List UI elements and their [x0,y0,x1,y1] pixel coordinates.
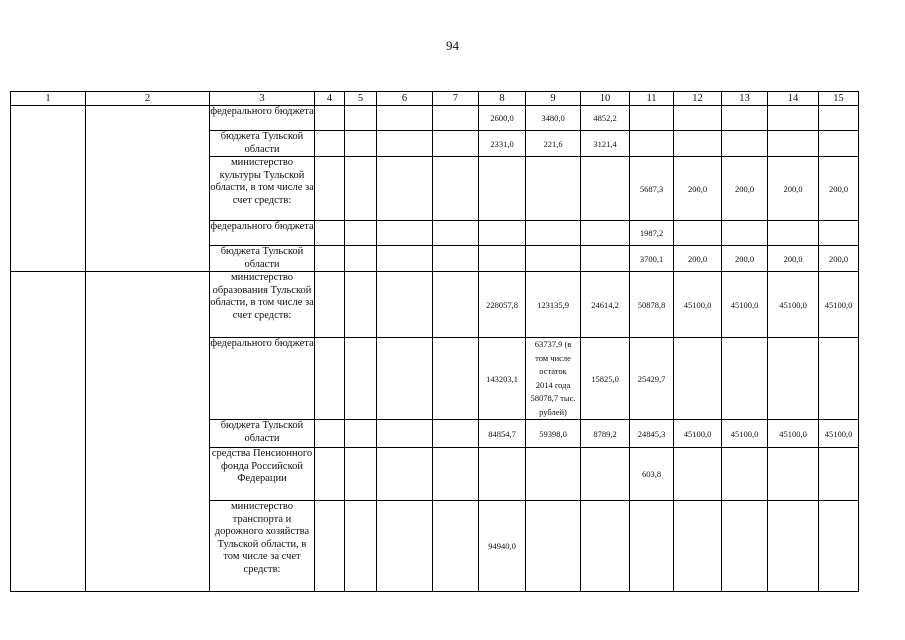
value-cell: 603,8 [630,448,674,501]
table-cell [377,131,433,157]
value-cell [768,221,819,246]
table-cell [345,420,377,448]
value-cell: 45100,0 [819,272,859,338]
value-cell: 221,6 [526,131,581,157]
table-cell [86,106,210,272]
table-cell [433,106,479,131]
funding-source-label: министерство культуры Тульской области, в том числе за счет средств: [210,157,315,221]
table-cell [345,448,377,501]
table-cell [377,420,433,448]
value-cell [479,448,526,501]
funding-source-label: федерального бюджета [210,106,315,131]
column-header: 11 [630,92,674,106]
value-cell [819,448,859,501]
column-header: 3 [210,92,315,106]
table-cell [315,221,345,246]
column-header: 12 [674,92,722,106]
value-cell [581,246,630,272]
value-cell [722,106,768,131]
value-cell [674,131,722,157]
column-header: 2 [86,92,210,106]
value-cell: 143203,1 [479,338,526,420]
table-cell [315,106,345,131]
value-cell [479,246,526,272]
value-cell: 200,0 [819,246,859,272]
value-cell: 200,0 [819,157,859,221]
column-header: 8 [479,92,526,106]
value-cell: 200,0 [768,157,819,221]
value-cell [722,448,768,501]
table-cell [86,272,210,592]
value-cell [722,131,768,157]
note-line: остаток [539,366,567,376]
table-cell [315,338,345,420]
table-cell [377,448,433,501]
value-cell [581,157,630,221]
column-header: 4 [315,92,345,106]
table-cell [377,246,433,272]
value-cell [581,221,630,246]
table-cell [345,221,377,246]
value-cell: 200,0 [722,246,768,272]
value-cell [722,338,768,420]
column-header: 9 [526,92,581,106]
funding-source-label: бюджета Тульской области [210,131,315,157]
value-cell [674,221,722,246]
table-cell [345,246,377,272]
table-cell [433,272,479,338]
table-cell [433,221,479,246]
value-cell: 2331,0 [479,131,526,157]
column-header: 5 [345,92,377,106]
table-cell [345,501,377,592]
table-cell [377,106,433,131]
value-cell: 3700,1 [630,246,674,272]
header-row [11,92,859,106]
value-cell: 8789,2 [581,420,630,448]
value-cell [479,221,526,246]
value-cell: 200,0 [674,157,722,221]
table-cell [433,157,479,221]
column-header: 14 [768,92,819,106]
value-cell [768,106,819,131]
value-cell: 200,0 [722,157,768,221]
value-cell: 45100,0 [722,272,768,338]
value-cell [674,448,722,501]
value-cell [526,246,581,272]
value-cell [526,221,581,246]
table-cell [11,106,86,272]
value-cell [768,501,819,592]
table-row [11,106,859,131]
value-cell: 45100,0 [674,272,722,338]
column-header: 10 [581,92,630,106]
column-header: 1 [11,92,86,106]
budget-table [10,91,859,592]
funding-source-label: федерального бюджета [210,221,315,246]
table-cell [315,272,345,338]
table-cell [377,221,433,246]
table-cell [377,501,433,592]
table-cell [345,272,377,338]
value-cell: 15825,0 [581,338,630,420]
value-cell [581,448,630,501]
value-cell [479,157,526,221]
table-row [11,272,859,338]
value-cell: 1987,2 [630,221,674,246]
column-header: 13 [722,92,768,106]
table-cell [315,501,345,592]
value-cell: 228057,8 [479,272,526,338]
value-cell: 2600,0 [479,106,526,131]
value-cell [819,501,859,592]
value-cell: 94940,0 [479,501,526,592]
table-cell [433,448,479,501]
note-line: 58078,7 тыс. [530,393,576,403]
value-cell: 3121,4 [581,131,630,157]
value-cell: 200,0 [768,246,819,272]
value-cell: 25429,7 [630,338,674,420]
table-cell [433,501,479,592]
table-cell [315,420,345,448]
value-cell: 45100,0 [819,420,859,448]
value-cell: 4852,2 [581,106,630,131]
value-cell [526,448,581,501]
note-line: 63737,9 (в [534,339,572,349]
value-cell [819,106,859,131]
value-cell: 50878,8 [630,272,674,338]
page-number: 94 [446,38,459,53]
value-cell: 45100,0 [722,420,768,448]
funding-source-label: министерство образования Тульской области, в том числе за счет средств: [210,272,315,338]
value-cell [674,338,722,420]
value-cell [674,106,722,131]
column-header: 15 [819,92,859,106]
value-cell: 45100,0 [768,420,819,448]
column-header: 7 [433,92,479,106]
value-cell: 5687,3 [630,157,674,221]
table-cell [433,131,479,157]
table-cell [377,157,433,221]
value-cell: 45100,0 [674,420,722,448]
table-cell [11,272,86,592]
table-cell [315,131,345,157]
value-cell [819,221,859,246]
table-cell [345,338,377,420]
note-line: 2014 года [535,379,571,390]
table-cell [315,157,345,221]
value-cell [630,131,674,157]
funding-source-label: министерство транспорта и дорожного хозяйства Тульской области, в том числе за счет средств: [210,501,315,592]
table-cell [315,246,345,272]
value-cell: 123135,9 [526,272,581,338]
table-cell [315,448,345,501]
table-cell [377,338,433,420]
value-cell [819,338,859,420]
value-cell [581,501,630,592]
table-cell [345,157,377,221]
column-header: 6 [377,92,433,106]
value-cell [722,501,768,592]
table-cell [345,131,377,157]
funding-source-label: бюджета Тульской области [210,246,315,272]
value-cell: 59398,0 [526,420,581,448]
value-cell [768,448,819,501]
table-cell [345,106,377,131]
funding-source-label: бюджета Тульской области [210,420,315,448]
value-cell: 24845,3 [630,420,674,448]
value-cell: 24614,2 [581,272,630,338]
value-cell [819,131,859,157]
note-line: рублей) [539,406,567,417]
value-cell [674,501,722,592]
value-cell: 3480,0 [526,106,581,131]
value-cell [630,501,674,592]
table-cell [377,272,433,338]
value-cell: 45100,0 [768,272,819,338]
funding-source-label: средства Пенсионного фонда Российской Федерации [210,448,315,501]
table-cell [433,246,479,272]
value-cell [768,338,819,420]
value-cell: 200,0 [674,246,722,272]
value-cell [630,106,674,131]
table-cell [433,338,479,420]
funding-source-label: федерального бюджета [210,338,315,420]
value-cell [526,157,581,221]
value-cell [768,131,819,157]
value-cell-note [526,338,581,420]
value-cell [722,221,768,246]
note-line: том числе [535,352,571,363]
value-cell [526,501,581,592]
value-cell: 84854,7 [479,420,526,448]
table-cell [433,420,479,448]
